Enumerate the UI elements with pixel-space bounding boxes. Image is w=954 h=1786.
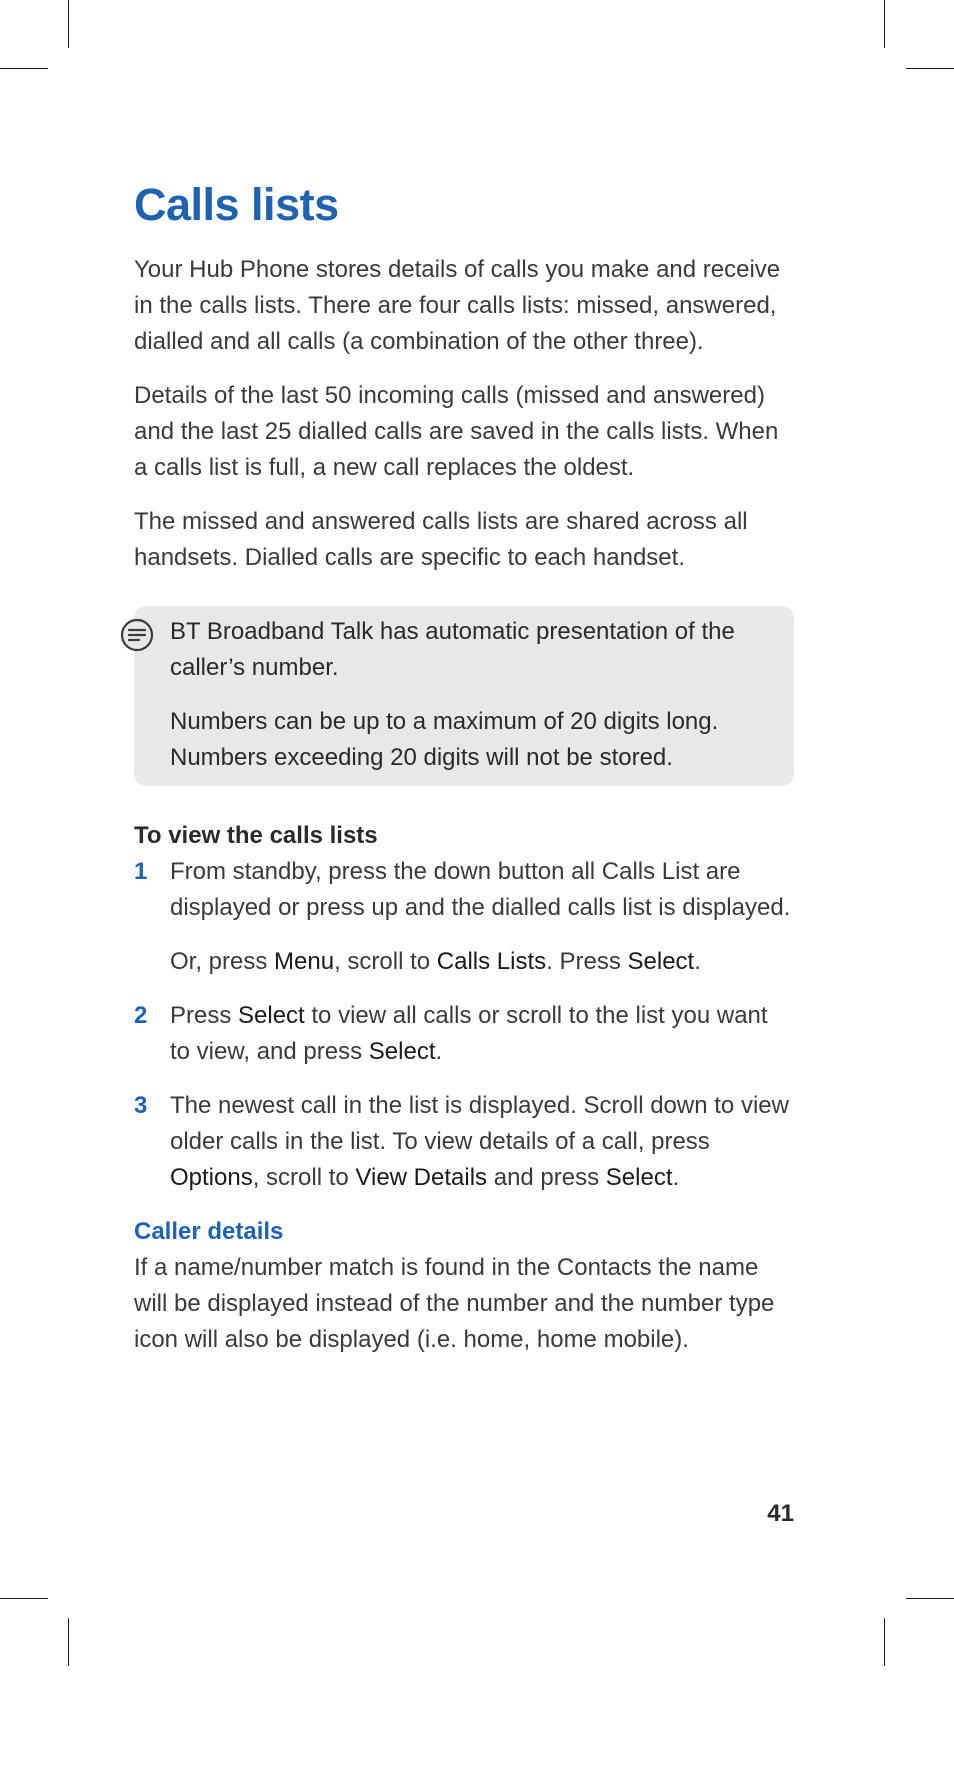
keyword-menu: Menu xyxy=(274,947,335,975)
crop-mark-top-left-horizontal xyxy=(0,68,48,69)
keyword-select: Select xyxy=(238,1001,305,1029)
crop-mark-top-left-vertical xyxy=(68,0,69,48)
keyword-view-details: View Details xyxy=(355,1163,488,1191)
step-1-alt-text xyxy=(170,944,794,980)
text-fragment: , scroll to xyxy=(252,1163,356,1191)
text-fragment: . xyxy=(694,947,701,975)
caller-details-text: If a name/number match is found in the Contacts the name will be displayed instead of the number and the number type icon will also be displayed (i.e. home, home mobile). xyxy=(134,1253,775,1353)
intro-paragraph-2: Details of the last 50 incoming calls (missed and answered) and the last 25 dialled calls are saved in the calls lists. When a calls list is full, a new call replaces the oldest. xyxy=(134,381,779,481)
page-title: Calls lists xyxy=(134,179,339,230)
text-fragment: and press xyxy=(487,1163,606,1191)
step-2 xyxy=(134,998,794,1070)
text-fragment: Or, press xyxy=(170,947,275,975)
crop-mark-bottom-left-vertical xyxy=(68,1618,69,1666)
note-paragraph-2: Numbers can be up to a maximum of 20 digits long. Numbers exceeding 20 digits will not be stored. xyxy=(170,707,719,771)
text-fragment: , scroll to xyxy=(334,947,437,975)
keyword-select: Select xyxy=(368,1037,436,1065)
keyword-options: Options xyxy=(170,1163,253,1191)
view-calls-heading: To view the calls lists xyxy=(134,821,378,849)
text-fragment: . Press xyxy=(546,947,628,975)
step-number: 3 xyxy=(134,1091,148,1119)
step-3 xyxy=(134,1088,794,1196)
step-number: 2 xyxy=(134,1001,148,1029)
crop-mark-bottom-right-vertical xyxy=(884,1618,885,1666)
caller-details-heading: Caller details xyxy=(134,1217,284,1245)
crop-mark-bottom-right-horizontal xyxy=(906,1598,954,1599)
keyword-select: Select xyxy=(627,947,695,975)
step-1-text: From standby, press the down button all Calls List are displayed or press up and the dialled calls list is displayed. xyxy=(170,857,791,921)
keyword-calls-lists: Calls Lists xyxy=(436,947,547,975)
keyword-select: Select xyxy=(605,1163,673,1191)
text-fragment: to view all calls or scroll to the list you want to view, and press xyxy=(170,1001,768,1065)
note-paragraph-1: BT Broadband Talk has automatic presentation of the caller’s number. xyxy=(170,617,735,681)
page-number: 41 xyxy=(767,1500,794,1527)
text-fragment: . xyxy=(672,1163,680,1191)
note-icon xyxy=(120,618,154,652)
intro-paragraph-3: The missed and answered calls lists are shared across all handsets. Dialled calls are specific to each handset. xyxy=(134,507,748,571)
step-3-text xyxy=(170,1088,794,1196)
crop-mark-top-right-horizontal xyxy=(906,68,954,69)
step-2-text xyxy=(170,998,794,1070)
step-number: 1 xyxy=(134,857,148,885)
intro-paragraph-1: Your Hub Phone stores details of calls you make and receive in the calls lists. There are four calls lists: missed, answered, dialled and all calls (a combination of the other three). xyxy=(134,255,781,355)
note-box xyxy=(134,606,794,786)
crop-mark-top-right-vertical xyxy=(884,0,885,48)
text-fragment: The newest call in the list is displayed. Scroll down to view older calls in the list. To view details of a call, press xyxy=(170,1091,789,1155)
text-fragment: . xyxy=(435,1037,443,1065)
crop-mark-bottom-left-horizontal xyxy=(0,1598,48,1599)
page-content xyxy=(134,180,794,1376)
step-1 xyxy=(134,854,794,980)
text-fragment: Press xyxy=(170,1001,239,1029)
